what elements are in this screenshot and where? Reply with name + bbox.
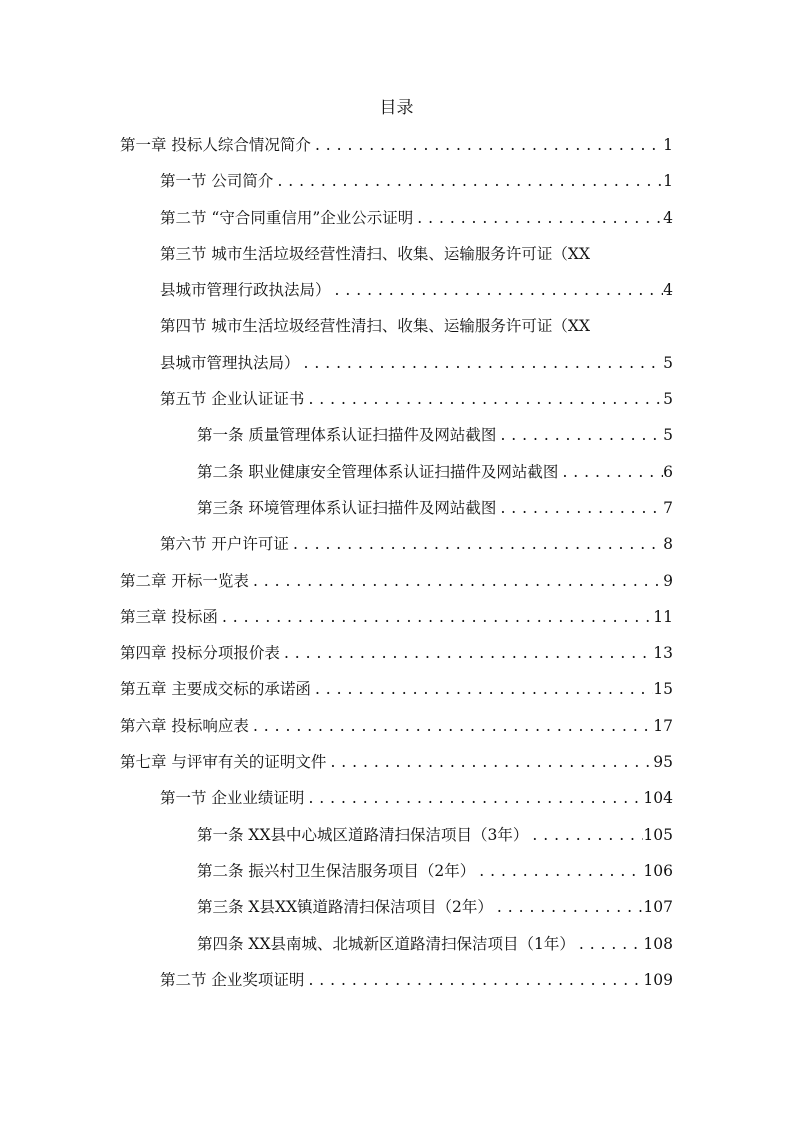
leader-dots: [311, 671, 653, 707]
toc-page-number: 17: [653, 716, 673, 735]
toc-entry-text: 第三节 城市生活垃圾经营性清扫、收集、运输服务许可证（XX: [160, 244, 590, 263]
toc-entry-text: 第二条 振兴村卫生保洁服务项目（2年）: [197, 861, 476, 880]
toc-page-number: 4: [663, 208, 673, 227]
toc-title: 目录: [379, 98, 414, 118]
leader-dots: [311, 127, 663, 163]
table-of-contents: [120, 127, 673, 998]
toc-entry-text: 第二条 职业健康安全管理体系认证扫描件及网站截图: [197, 462, 559, 481]
toc-entry-text: 第五章 主要成交标的承诺函: [120, 680, 311, 699]
leader-dots: [300, 345, 664, 381]
toc-entry-continuation[interactable]: [120, 272, 673, 308]
leader-dots: [289, 526, 663, 562]
leader-dots: [218, 599, 653, 635]
toc-page-number: 95: [653, 753, 673, 772]
leader-dots: [326, 744, 653, 780]
toc-page-number: 15: [653, 680, 673, 699]
toc-entry-text: 县城市管理执法局）: [160, 353, 300, 372]
toc-entry[interactable]: [120, 454, 673, 490]
toc-entry-text: 第三条 X县XX镇道路清扫保洁项目（2年）: [197, 898, 493, 917]
toc-entry-text: 第二节 企业奖项证明: [160, 970, 305, 989]
leader-dots: [493, 889, 644, 925]
leader-dots: [575, 926, 644, 962]
toc-entry[interactable]: [120, 381, 673, 417]
toc-entry-text: 第一节 企业业绩证明: [160, 789, 305, 808]
toc-entry[interactable]: [120, 526, 673, 562]
toc-entry[interactable]: [120, 599, 673, 635]
toc-entry-text: 第二节 “守合同重信用”企业公示证明: [160, 208, 414, 227]
toc-page-number: 4: [663, 281, 673, 300]
leader-dots: [280, 635, 653, 671]
leader-dots: [558, 454, 663, 490]
toc-entry[interactable]: [120, 744, 673, 780]
leader-dots: [304, 962, 643, 998]
toc-page-number: 107: [643, 898, 673, 917]
toc-entry[interactable]: [120, 308, 673, 344]
toc-entry[interactable]: [120, 926, 673, 962]
toc-entry[interactable]: [120, 417, 673, 453]
toc-entry-text: 第五节 企业认证证书: [160, 390, 305, 409]
toc-entry-text: 第一条 XX县中心城区道路清扫保洁项目（3年）: [197, 825, 529, 844]
toc-entry-text: 第六章 投标响应表: [120, 716, 249, 735]
toc-entry[interactable]: [120, 708, 673, 744]
toc-entry-text: 第三条 环境管理体系认证扫描件及网站截图: [197, 498, 497, 517]
toc-entry-text: 第七章 与评审有关的证明文件: [120, 753, 327, 772]
toc-entry[interactable]: [120, 671, 673, 707]
toc-entry[interactable]: [120, 635, 673, 671]
leader-dots: [304, 381, 663, 417]
toc-entry[interactable]: [120, 163, 673, 199]
toc-entry-text: 第一节 公司简介: [160, 172, 274, 191]
leader-dots: [496, 417, 663, 453]
toc-entry[interactable]: [120, 200, 673, 236]
toc-entry[interactable]: [120, 962, 673, 998]
toc-entry[interactable]: [120, 780, 673, 816]
toc-page-number: 1: [663, 136, 673, 154]
toc-entry[interactable]: [120, 817, 673, 853]
toc-entry-text: 第二章 开标一览表: [120, 571, 249, 590]
toc-page-number: 5: [663, 426, 673, 445]
toc-page-number: 108: [643, 934, 673, 953]
toc-entry[interactable]: [120, 236, 673, 272]
toc-page-number: 7: [663, 498, 673, 517]
toc-page-number: 6: [663, 462, 673, 481]
toc-page-number: 5: [663, 353, 673, 372]
leader-dots: [249, 708, 653, 744]
leader-dots: [331, 272, 664, 308]
toc-entry[interactable]: [120, 853, 673, 889]
toc-page-number: 106: [643, 861, 673, 880]
toc-page-number: 109: [643, 970, 673, 989]
toc-entry[interactable]: [120, 563, 673, 599]
toc-page-number: 13: [653, 644, 673, 663]
toc-page-number: 1: [663, 172, 673, 191]
toc-entry-text: 第四章 投标分项报价表: [120, 644, 280, 663]
toc-entry-text: 第四条 XX县南城、北城新区道路清扫保洁项目（1年）: [197, 934, 575, 953]
toc-entry-text: 第四节 城市生活垃圾经营性清扫、收集、运输服务许可证（XX: [160, 317, 590, 336]
toc-entry-text: 第一条 质量管理体系认证扫描件及网站截图: [197, 426, 497, 445]
toc-entry[interactable]: [120, 490, 673, 526]
toc-page-number: 104: [643, 789, 673, 808]
toc-entry-text: 第三章 投标函: [120, 607, 218, 626]
toc-entry-text: 县城市管理行政执法局）: [160, 281, 331, 300]
leader-dots: [496, 490, 663, 526]
leader-dots: [528, 817, 643, 853]
toc-entry-text: 第六节 开户许可证: [160, 535, 289, 554]
leader-dots: [413, 200, 663, 236]
toc-page-number: 5: [663, 390, 673, 409]
leader-dots: [475, 853, 643, 889]
toc-entry-text: 第一章 投标人综合情况简介: [120, 136, 311, 154]
leader-dots: [273, 163, 663, 199]
toc-entry[interactable]: [120, 889, 673, 925]
toc-page-number: 9: [663, 571, 673, 590]
toc-entry-continuation[interactable]: [120, 345, 673, 381]
leader-dots: [249, 563, 663, 599]
toc-page-number: 105: [643, 825, 673, 844]
toc-entry[interactable]: [120, 127, 673, 163]
toc-page-number: 11: [653, 607, 673, 626]
leader-dots: [304, 780, 643, 816]
toc-page-number: 8: [663, 535, 673, 554]
